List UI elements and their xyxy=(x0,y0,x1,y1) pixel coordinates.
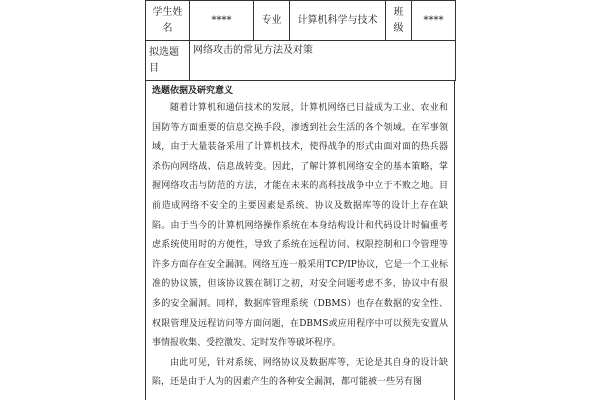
student-name-value: **** xyxy=(190,1,254,41)
paragraph-1: 随着计算机和通信技术的发展，计算机网络已日益成为工业、农业和国防等方面重要的信息交换手段，渗透到社会生活的各个领域。在军事领域，由于大量装备采用了计算机技术，使得战争的形式由面对面的热兵器杀伤向网络战、信息战转变。因此，了解计算机网络安全的基本策略，掌握网络攻击与防范的方法，才能在未来的高科技战争中立于不败之地。目前造成网络不安全的主要因素是系统、协议及数据库等的设计上存在缺陷。由于当今的计算机网络操作系统在本身结构设计和代码设计时偏重考虑系统使用时的方便性，导致了系统在远程访问、权限控制和口令管理等许多方面存在安全漏洞。网络互连一般采用TCP/IP协议，它是一个工业标准的协议簇，但该协议簇在制订之初，对安全问题考虑不多，协议中有很多的安全漏洞。同样，数据库管理系统（DBMS）也存在数据的安全性、权限管理及远程访问等方面问题，在DBMS或应用程序中可以预先安置从事情报收集、受控激发、定时发作等破坏程序。 xyxy=(152,103,448,349)
topic-label: 拟选题目 xyxy=(146,41,190,81)
class-label: 班级 xyxy=(386,1,412,41)
info-table xyxy=(145,0,456,81)
proposal-sheet xyxy=(145,0,455,400)
topic-value: 网络攻击的常见方法及对策 xyxy=(190,41,456,81)
student-name-label: 学生姓名 xyxy=(146,1,190,41)
major-label: 专业 xyxy=(254,1,290,41)
research-significance-section xyxy=(145,80,455,400)
class-value: **** xyxy=(412,1,456,41)
major-value: 计算机科学与技术 xyxy=(290,1,386,41)
section-heading: 选题依据及研究意义 xyxy=(152,86,234,96)
paragraph-2: 由此可见，针对系统、网络协议及数据库等，无论是其自身的设计缺陷，还是由于人为的因素产生的各种安全漏洞，都可能被一些另有图 xyxy=(152,357,448,388)
